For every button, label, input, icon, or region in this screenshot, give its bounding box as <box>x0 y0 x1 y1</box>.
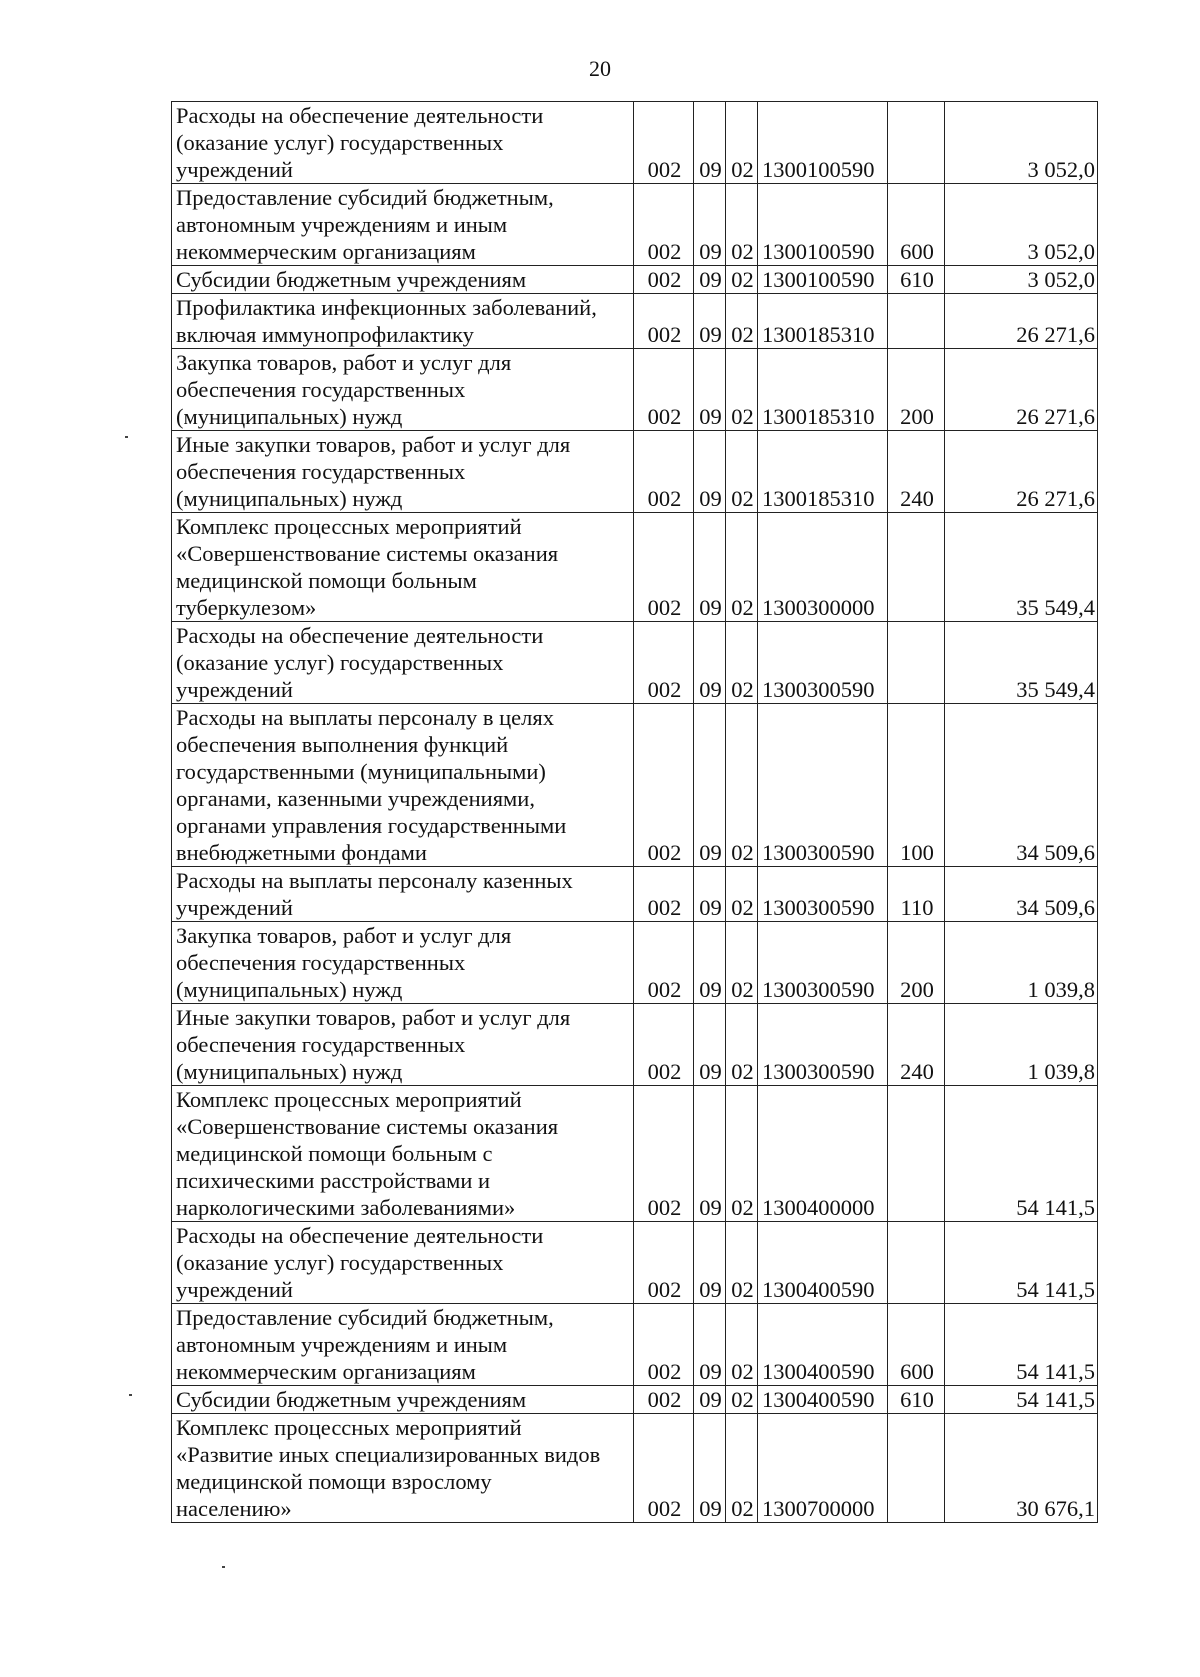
row-subsection: 02 <box>726 513 758 622</box>
row-amount: 26 271,6 <box>945 431 1098 513</box>
page-number: 20 <box>589 56 611 81</box>
row-name: Расходы на обеспечение деятельности (оказание услуг) государственных учреждений <box>172 622 634 704</box>
row-amount: 3 052,0 <box>945 266 1098 294</box>
row-target-article: 1300185310 <box>758 294 888 349</box>
row-target-article: 1300185310 <box>758 431 888 513</box>
row-ministry-code: 002 <box>634 704 694 867</box>
row-section: 09 <box>694 184 726 266</box>
row-expense-type <box>888 294 945 349</box>
row-section: 09 <box>694 431 726 513</box>
row-section: 09 <box>694 867 726 922</box>
scan-speck <box>129 1394 132 1396</box>
table-row <box>172 1004 1098 1086</box>
row-section: 09 <box>694 622 726 704</box>
row-ministry-code: 002 <box>634 1004 694 1086</box>
row-subsection: 02 <box>726 294 758 349</box>
row-target-article: 1300100590 <box>758 266 888 294</box>
row-ministry-code: 002 <box>634 1086 694 1222</box>
row-expense-type <box>888 622 945 704</box>
row-section: 09 <box>694 513 726 622</box>
row-amount: 54 141,5 <box>945 1386 1098 1414</box>
row-subsection: 02 <box>726 431 758 513</box>
row-subsection: 02 <box>726 704 758 867</box>
table-row <box>172 513 1098 622</box>
table-row <box>172 1304 1098 1386</box>
row-name: Закупка товаров, работ и услуг для обеспечения государственных (муниципальных) нужд <box>172 922 634 1004</box>
row-amount: 54 141,5 <box>945 1304 1098 1386</box>
row-name: Иные закупки товаров, работ и услуг для обеспечения государственных (муниципальных) нужд <box>172 431 634 513</box>
row-section: 09 <box>694 704 726 867</box>
row-ministry-code: 002 <box>634 431 694 513</box>
table-row <box>172 266 1098 294</box>
row-expense-type: 200 <box>888 349 945 431</box>
row-ministry-code: 002 <box>634 1304 694 1386</box>
row-name: Комплекс процессных мероприятий «Совершенствование системы оказания медицинской помощи больным с психическими расстройствами и наркологическими заболеваниями» <box>172 1086 634 1222</box>
row-name: Расходы на обеспечение деятельности (оказание услуг) государственных учреждений <box>172 102 634 184</box>
table-row <box>172 349 1098 431</box>
row-expense-type: 600 <box>888 1304 945 1386</box>
row-subsection: 02 <box>726 1222 758 1304</box>
row-section: 09 <box>694 1086 726 1222</box>
table-row <box>172 622 1098 704</box>
table-row <box>172 1414 1098 1523</box>
row-target-article: 1300400000 <box>758 1086 888 1222</box>
scan-speck <box>125 436 128 438</box>
row-amount: 26 271,6 <box>945 349 1098 431</box>
row-subsection: 02 <box>726 266 758 294</box>
row-target-article: 1300100590 <box>758 102 888 184</box>
row-amount: 34 509,6 <box>945 704 1098 867</box>
row-target-article: 1300300590 <box>758 1004 888 1086</box>
row-section: 09 <box>694 294 726 349</box>
row-amount: 3 052,0 <box>945 184 1098 266</box>
row-amount: 54 141,5 <box>945 1222 1098 1304</box>
row-target-article: 1300400590 <box>758 1222 888 1304</box>
row-target-article: 1300300590 <box>758 922 888 1004</box>
row-section: 09 <box>694 1414 726 1523</box>
table-row <box>172 1222 1098 1304</box>
table-row <box>172 867 1098 922</box>
row-subsection: 02 <box>726 1386 758 1414</box>
table-row <box>172 704 1098 867</box>
row-amount: 30 676,1 <box>945 1414 1098 1523</box>
row-subsection: 02 <box>726 349 758 431</box>
row-subsection: 02 <box>726 184 758 266</box>
row-ministry-code: 002 <box>634 513 694 622</box>
row-expense-type: 110 <box>888 867 945 922</box>
row-section: 09 <box>694 1004 726 1086</box>
row-ministry-code: 002 <box>634 622 694 704</box>
row-subsection: 02 <box>726 922 758 1004</box>
row-name: Комплекс процессных мероприятий «Совершенствование системы оказания медицинской помощи больным туберкулезом» <box>172 513 634 622</box>
row-ministry-code: 002 <box>634 266 694 294</box>
table-row <box>172 1386 1098 1414</box>
row-amount: 1 039,8 <box>945 1004 1098 1086</box>
row-name: Иные закупки товаров, работ и услуг для обеспечения государственных (муниципальных) нужд <box>172 1004 634 1086</box>
row-name: Расходы на выплаты персоналу казенных учреждений <box>172 867 634 922</box>
row-ministry-code: 002 <box>634 922 694 1004</box>
row-amount: 35 549,4 <box>945 622 1098 704</box>
row-ministry-code: 002 <box>634 867 694 922</box>
row-section: 09 <box>694 266 726 294</box>
row-target-article: 1300300000 <box>758 513 888 622</box>
row-name: Комплекс процессных мероприятий «Развитие иных специализированных видов медицинской помощи взрослому населению» <box>172 1414 634 1523</box>
table-row <box>172 431 1098 513</box>
row-target-article: 1300400590 <box>758 1304 888 1386</box>
row-subsection: 02 <box>726 1004 758 1086</box>
scan-speck <box>222 1566 225 1568</box>
row-expense-type: 610 <box>888 266 945 294</box>
table-body <box>172 102 1098 1523</box>
row-subsection: 02 <box>726 1414 758 1523</box>
row-amount: 54 141,5 <box>945 1086 1098 1222</box>
row-expense-type: 100 <box>888 704 945 867</box>
row-expense-type: 240 <box>888 431 945 513</box>
row-amount: 1 039,8 <box>945 922 1098 1004</box>
row-subsection: 02 <box>726 1086 758 1222</box>
row-name: Расходы на выплаты персоналу в целях обеспечения выполнения функций государственными (муниципальными) органами, казенными учреждениями, органами управления государственными внебюджетными фондами <box>172 704 634 867</box>
row-subsection: 02 <box>726 622 758 704</box>
row-expense-type <box>888 513 945 622</box>
row-ministry-code: 002 <box>634 102 694 184</box>
row-name: Профилактика инфекционных заболеваний, включая иммунопрофилактику <box>172 294 634 349</box>
row-subsection: 02 <box>726 867 758 922</box>
row-name: Предоставление субсидий бюджетным, автономным учреждениям и иным некоммерческим организациям <box>172 1304 634 1386</box>
row-target-article: 1300700000 <box>758 1414 888 1523</box>
row-target-article: 1300300590 <box>758 867 888 922</box>
row-ministry-code: 002 <box>634 349 694 431</box>
row-target-article: 1300185310 <box>758 349 888 431</box>
row-expense-type <box>888 1086 945 1222</box>
row-ministry-code: 002 <box>634 1414 694 1523</box>
table-row <box>172 294 1098 349</box>
row-section: 09 <box>694 102 726 184</box>
row-expense-type <box>888 1222 945 1304</box>
row-section: 09 <box>694 349 726 431</box>
row-subsection: 02 <box>726 102 758 184</box>
row-ministry-code: 002 <box>634 1386 694 1414</box>
row-name: Субсидии бюджетным учреждениям <box>172 266 634 294</box>
row-expense-type: 200 <box>888 922 945 1004</box>
row-name: Предоставление субсидий бюджетным, автономным учреждениям и иным некоммерческим организациям <box>172 184 634 266</box>
table-row <box>172 1086 1098 1222</box>
row-amount: 26 271,6 <box>945 294 1098 349</box>
row-subsection: 02 <box>726 1304 758 1386</box>
row-target-article: 1300400590 <box>758 1386 888 1414</box>
row-target-article: 1300300590 <box>758 622 888 704</box>
row-section: 09 <box>694 1304 726 1386</box>
row-expense-type: 610 <box>888 1386 945 1414</box>
budget-table <box>171 101 1098 1523</box>
row-ministry-code: 002 <box>634 184 694 266</box>
row-expense-type: 240 <box>888 1004 945 1086</box>
row-amount: 34 509,6 <box>945 867 1098 922</box>
table-row <box>172 102 1098 184</box>
row-amount: 3 052,0 <box>945 102 1098 184</box>
table-row <box>172 922 1098 1004</box>
row-expense-type <box>888 1414 945 1523</box>
row-ministry-code: 002 <box>634 1222 694 1304</box>
row-amount: 35 549,4 <box>945 513 1098 622</box>
table-row <box>172 184 1098 266</box>
row-ministry-code: 002 <box>634 294 694 349</box>
row-name: Расходы на обеспечение деятельности (оказание услуг) государственных учреждений <box>172 1222 634 1304</box>
row-section: 09 <box>694 1386 726 1414</box>
row-expense-type: 600 <box>888 184 945 266</box>
row-section: 09 <box>694 1222 726 1304</box>
row-target-article: 1300300590 <box>758 704 888 867</box>
row-section: 09 <box>694 922 726 1004</box>
row-target-article: 1300100590 <box>758 184 888 266</box>
row-expense-type <box>888 102 945 184</box>
row-name: Субсидии бюджетным учреждениям <box>172 1386 634 1414</box>
row-name: Закупка товаров, работ и услуг для обеспечения государственных (муниципальных) нужд <box>172 349 634 431</box>
